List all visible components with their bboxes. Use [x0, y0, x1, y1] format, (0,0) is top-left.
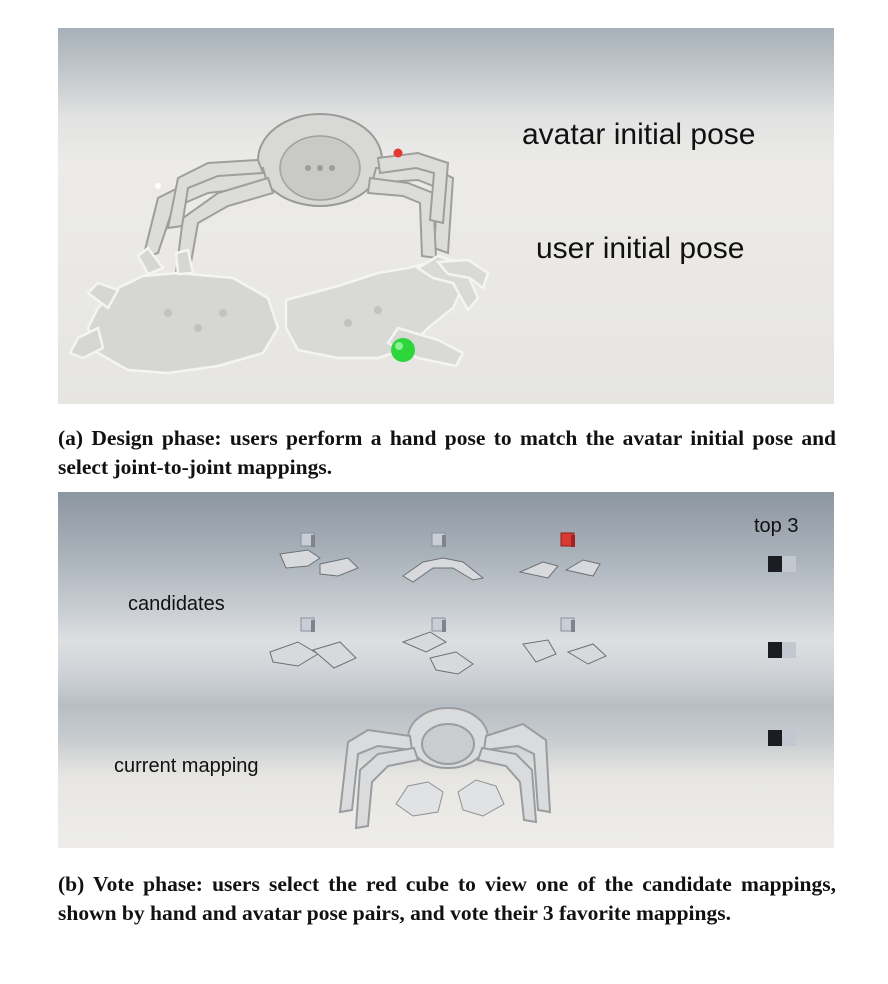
avatar-joint-marker	[394, 149, 403, 158]
candidate-cube[interactable]	[432, 533, 446, 547]
avatar-initial-pose-label: avatar initial pose	[522, 118, 756, 151]
avatar-body	[258, 114, 382, 206]
user-left-hand	[70, 248, 278, 373]
user-right-hand	[286, 256, 488, 366]
avatar-right-legs	[368, 149, 453, 259]
current-mapping-label: current mapping	[114, 755, 259, 777]
vote-slot-cube-2[interactable]	[768, 642, 796, 658]
candidates-label: candidates	[128, 593, 225, 615]
top-3-vote-slots	[768, 556, 796, 746]
vote-slot-cube-1[interactable]	[768, 556, 796, 572]
candidate-cube[interactable]	[432, 618, 446, 632]
user-initial-pose-label: user initial pose	[536, 232, 745, 265]
candidate-mapping-row-2	[270, 632, 606, 674]
green-selection-marker	[391, 338, 415, 362]
current-mapping-hands	[396, 780, 504, 816]
caption-design-phase: (a) Design phase: users perform a hand pose to match the avatar initial pose and select joint-to-joint mappings.	[58, 426, 836, 479]
selected-red-cube[interactable]	[561, 533, 575, 547]
vote-phase-scene	[58, 492, 834, 848]
candidate-cubes-row-2	[301, 618, 575, 632]
current-mapping-avatar	[340, 708, 550, 828]
vote-slot-cube-3[interactable]	[768, 730, 796, 746]
design-scene-graphic	[58, 28, 834, 404]
candidate-cube[interactable]	[561, 618, 575, 632]
vote-scene-graphic	[58, 492, 834, 848]
top-3-label: top 3	[754, 515, 799, 537]
candidate-cube[interactable]	[301, 618, 315, 632]
candidate-cubes-row-1	[301, 533, 575, 547]
design-phase-scene	[58, 28, 834, 404]
avatar-left-legs	[143, 160, 273, 273]
caption-vote-phase: (b) Vote phase: users select the red cube to view one of the candidate mappings, shown by hand and avatar pose pairs, and vote their 3 favorite mappings.	[58, 872, 836, 925]
candidate-cube[interactable]	[301, 533, 315, 547]
candidate-mapping-row-1	[280, 550, 600, 582]
